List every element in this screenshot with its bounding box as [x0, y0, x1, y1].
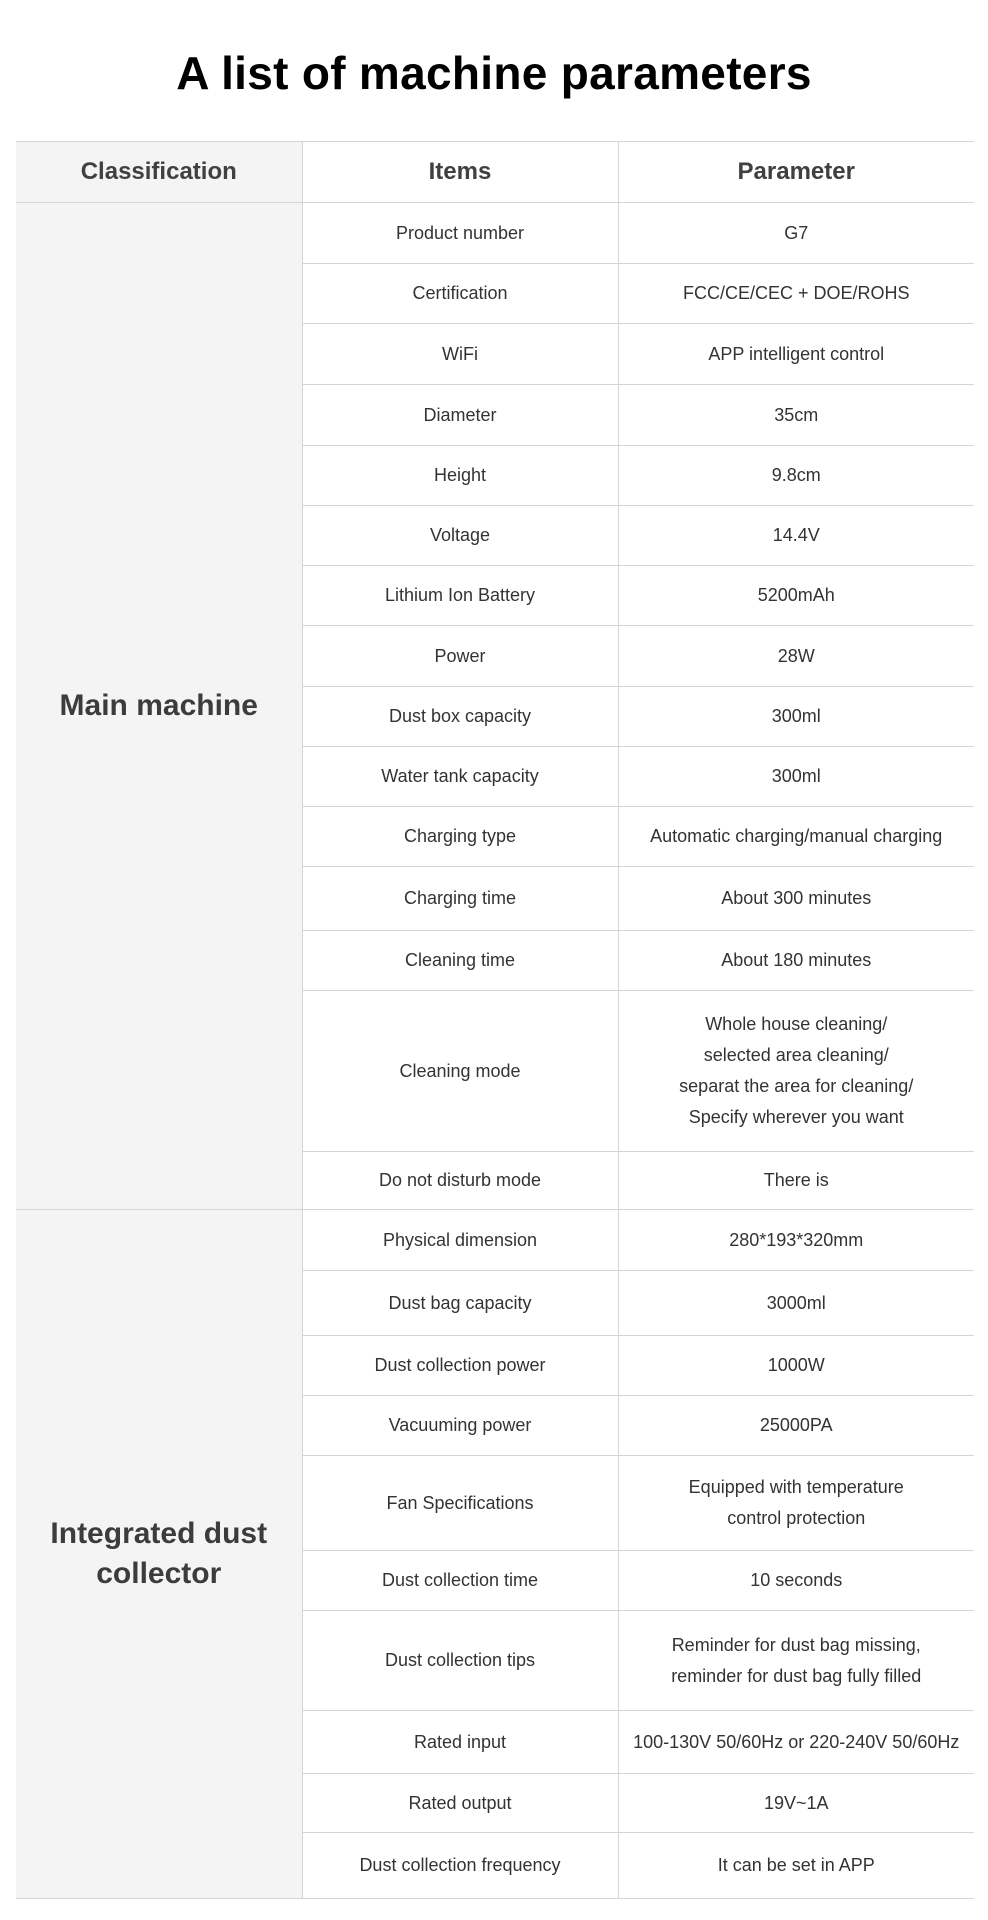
parameter-line: 28W — [777, 645, 815, 666]
item-cell: Voltage — [302, 506, 618, 566]
table-body — [16, 203, 974, 1899]
item-cell: Vacuuming power — [302, 1396, 618, 1456]
item-cell: Dust bag capacity — [302, 1271, 618, 1336]
parameter-line: Specify wherever you want — [688, 1107, 904, 1127]
parameter-cell — [618, 1456, 974, 1551]
parameter-cell — [618, 1396, 974, 1456]
parameter-line: 25000PA — [759, 1415, 833, 1435]
classification-cell: Main machine — [16, 203, 302, 1210]
parameter-line: Whole house cleaning/ — [705, 1014, 888, 1034]
parameter-line: reminder for dust bag fully filled — [671, 1665, 922, 1686]
item-cell: Dust box capacity — [302, 687, 618, 747]
item-cell: Height — [302, 446, 618, 506]
item-cell: WiFi — [302, 324, 618, 385]
parameter-cell — [618, 566, 974, 626]
parameter-cell — [618, 687, 974, 747]
parameter-line: 300ml — [771, 766, 821, 786]
parameter-cell — [618, 991, 974, 1152]
parameter-line: 5200mAh — [757, 585, 835, 605]
parameter-line: 300ml — [771, 706, 821, 726]
parameter-cell — [618, 264, 974, 324]
item-cell: Dust collection frequency — [302, 1833, 618, 1899]
item-cell: Product number — [302, 203, 618, 264]
parameter-line: 9.8cm — [771, 465, 821, 485]
parameter-cell — [618, 1551, 974, 1611]
item-cell: Physical dimension — [302, 1210, 618, 1271]
parameter-cell — [618, 385, 974, 446]
parameter-cell — [618, 747, 974, 807]
parameter-cell — [618, 1210, 974, 1271]
item-cell: Dust collection time — [302, 1551, 618, 1611]
parameter-cell — [618, 1833, 974, 1899]
parameter-line: selected area cleaning/ — [703, 1045, 889, 1065]
item-cell: Rated output — [302, 1774, 618, 1833]
parameter-line: 10 seconds — [750, 1570, 843, 1590]
parameter-cell — [618, 1774, 974, 1833]
parameter-table — [16, 141, 974, 1899]
item-cell: Water tank capacity — [302, 747, 618, 807]
item-cell: Certification — [302, 264, 618, 324]
parameter-line: 3000ml — [766, 1292, 826, 1313]
parameter-cell — [618, 203, 974, 264]
table-row — [16, 1210, 974, 1271]
header-row — [16, 142, 974, 203]
parameter-line: 19V~1A — [763, 1792, 829, 1813]
item-cell: Dust collection tips — [302, 1611, 618, 1711]
header-parameter: Parameter — [618, 142, 974, 203]
parameter-line: 14.4V — [772, 525, 820, 545]
parameter-line: separat the area for cleaning/ — [679, 1076, 914, 1096]
parameter-cell — [618, 931, 974, 991]
parameter-cell — [618, 867, 974, 931]
page-title: A list of machine parameters — [176, 47, 812, 99]
item-cell: Dust collection power — [302, 1336, 618, 1396]
parameter-line: Automatic charging/manual charging — [650, 826, 943, 846]
parameter-cell — [618, 1271, 974, 1336]
parameter-cell — [618, 626, 974, 687]
parameter-cell — [618, 506, 974, 566]
parameter-cell — [618, 807, 974, 867]
parameter-line: About 180 minutes — [721, 950, 872, 970]
item-cell: Rated input — [302, 1711, 618, 1774]
parameter-line: About 300 minutes — [721, 888, 872, 908]
header-items: Items — [302, 142, 618, 203]
parameter-line: Reminder for dust bag missing, — [671, 1634, 921, 1655]
parameter-line: 1000W — [767, 1355, 825, 1375]
item-cell: Charging time — [302, 867, 618, 931]
item-cell: Cleaning mode — [302, 991, 618, 1152]
parameter-cell — [618, 324, 974, 385]
table-row — [16, 203, 974, 264]
parameter-line: 280*193*320mm — [729, 1229, 864, 1250]
item-cell: Fan Specifications — [302, 1456, 618, 1551]
parameter-line: It can be set in APP — [717, 1855, 875, 1875]
parameter-line: 35cm — [774, 404, 819, 425]
parameter-line: 100-130V 50/60Hz or 220-240V 50/60Hz — [633, 1731, 960, 1752]
parameter-line: Equipped with temperature — [688, 1477, 904, 1497]
item-cell: Lithium Ion Battery — [302, 566, 618, 626]
classification-cell: Integrated dust collector — [16, 1210, 302, 1899]
parameter-line: control protection — [727, 1508, 866, 1528]
parameter-cell — [618, 1711, 974, 1774]
parameter-line: APP intelligent control — [708, 343, 885, 364]
item-cell: Cleaning time — [302, 931, 618, 991]
parameter-cell — [618, 1336, 974, 1396]
parameter-line: G7 — [784, 222, 809, 243]
item-cell: Diameter — [302, 385, 618, 446]
table-header — [16, 142, 974, 203]
header-classification: Classification — [16, 142, 302, 203]
item-cell: Charging type — [302, 807, 618, 867]
parameter-line: There is — [763, 1170, 829, 1190]
parameter-cell — [618, 1152, 974, 1210]
parameter-cell — [618, 446, 974, 506]
parameter-cell — [618, 1611, 974, 1711]
item-cell: Do not disturb mode — [302, 1152, 618, 1210]
parameter-line: FCC/CE/CEC + DOE/ROHS — [682, 283, 910, 303]
item-cell: Power — [302, 626, 618, 687]
